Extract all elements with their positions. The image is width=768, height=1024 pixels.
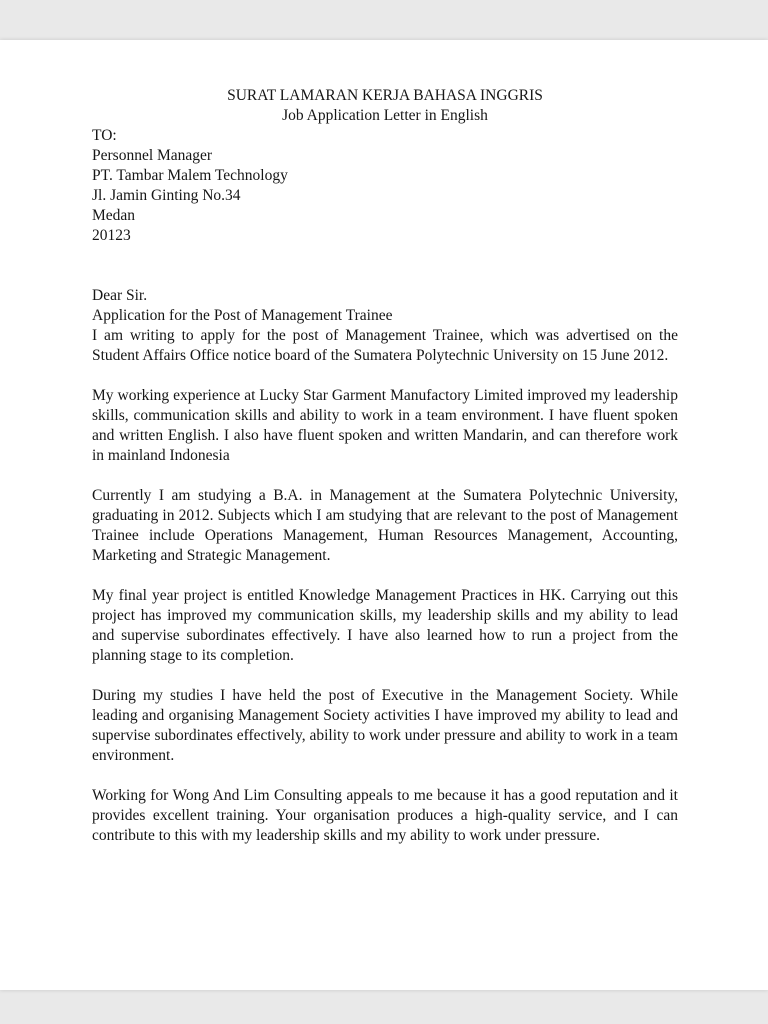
body-paragraph-1: My working experience at Lucky Star Garment Manufactory Limited improved my leadership skills, communication skills and ability to work in a team environment. I have fluent spoken and written English. I also have fluent spoken and written Mandarin, and can therefore work in mainland Indonesia: [92, 387, 678, 464]
body-paragraph-2: Currently I am studying a B.A. in Management at the Sumatera Polytechnic University, graduating in 2012. Subjects which I am studying that are relevant to the post of Management Trainee include Operations Management, Human Resources Management, Accounting, Marketing and Strategic Management.: [92, 487, 678, 564]
recipient-line-role: Personnel Manager: [92, 147, 213, 164]
recipient-line-street: Jl. Jamin Ginting No.34: [92, 187, 241, 204]
recipient-line-postcode: 20123: [92, 227, 131, 244]
salutation: Dear Sir.: [92, 287, 148, 304]
recipient-block: [92, 126, 678, 246]
body-paragraph-4: During my studies I have held the post of Executive in the Management Society. While leading and organising Management Society activities I have improved my ability to lead and supervise subordinates effectively, ability to work under pressure and ability to work in a team environment.: [92, 687, 678, 764]
body-paragraph-3: My final year project is entitled Knowledge Management Practices in HK. Carrying out this project has improved my communication skills, my leadership skills and my ability to lead and supervise subordinates effectively. I have also learned how to run a project from the planning stage to its completion.: [92, 587, 678, 664]
recipient-line-to: TO:: [92, 127, 117, 144]
recipient-line-company: PT. Tambar Malem Technology: [92, 167, 288, 184]
subject-line: Application for the Post of Management Trainee: [92, 307, 393, 324]
body-paragraph-5: Working for Wong And Lim Consulting appeals to me because it has a good reputation and it provides excellent training. Your organisation produces a high-quality service, and I can contribute to this with my leadership skills and my ability to work under pressure.: [92, 787, 678, 844]
recipient-line-city: Medan: [92, 207, 136, 224]
document-subtitle: Job Application Letter in English: [282, 107, 488, 124]
spacer: [92, 246, 678, 286]
document-title: SURAT LAMARAN KERJA BAHASA INGGRIS: [227, 87, 543, 104]
document-page: [0, 40, 768, 990]
intro-paragraph: I am writing to apply for the post of Management Trainee, which was advertised on the Student Affairs Office notice board of the Sumatera Polytechnic University on 15 June 2012.: [92, 327, 678, 364]
